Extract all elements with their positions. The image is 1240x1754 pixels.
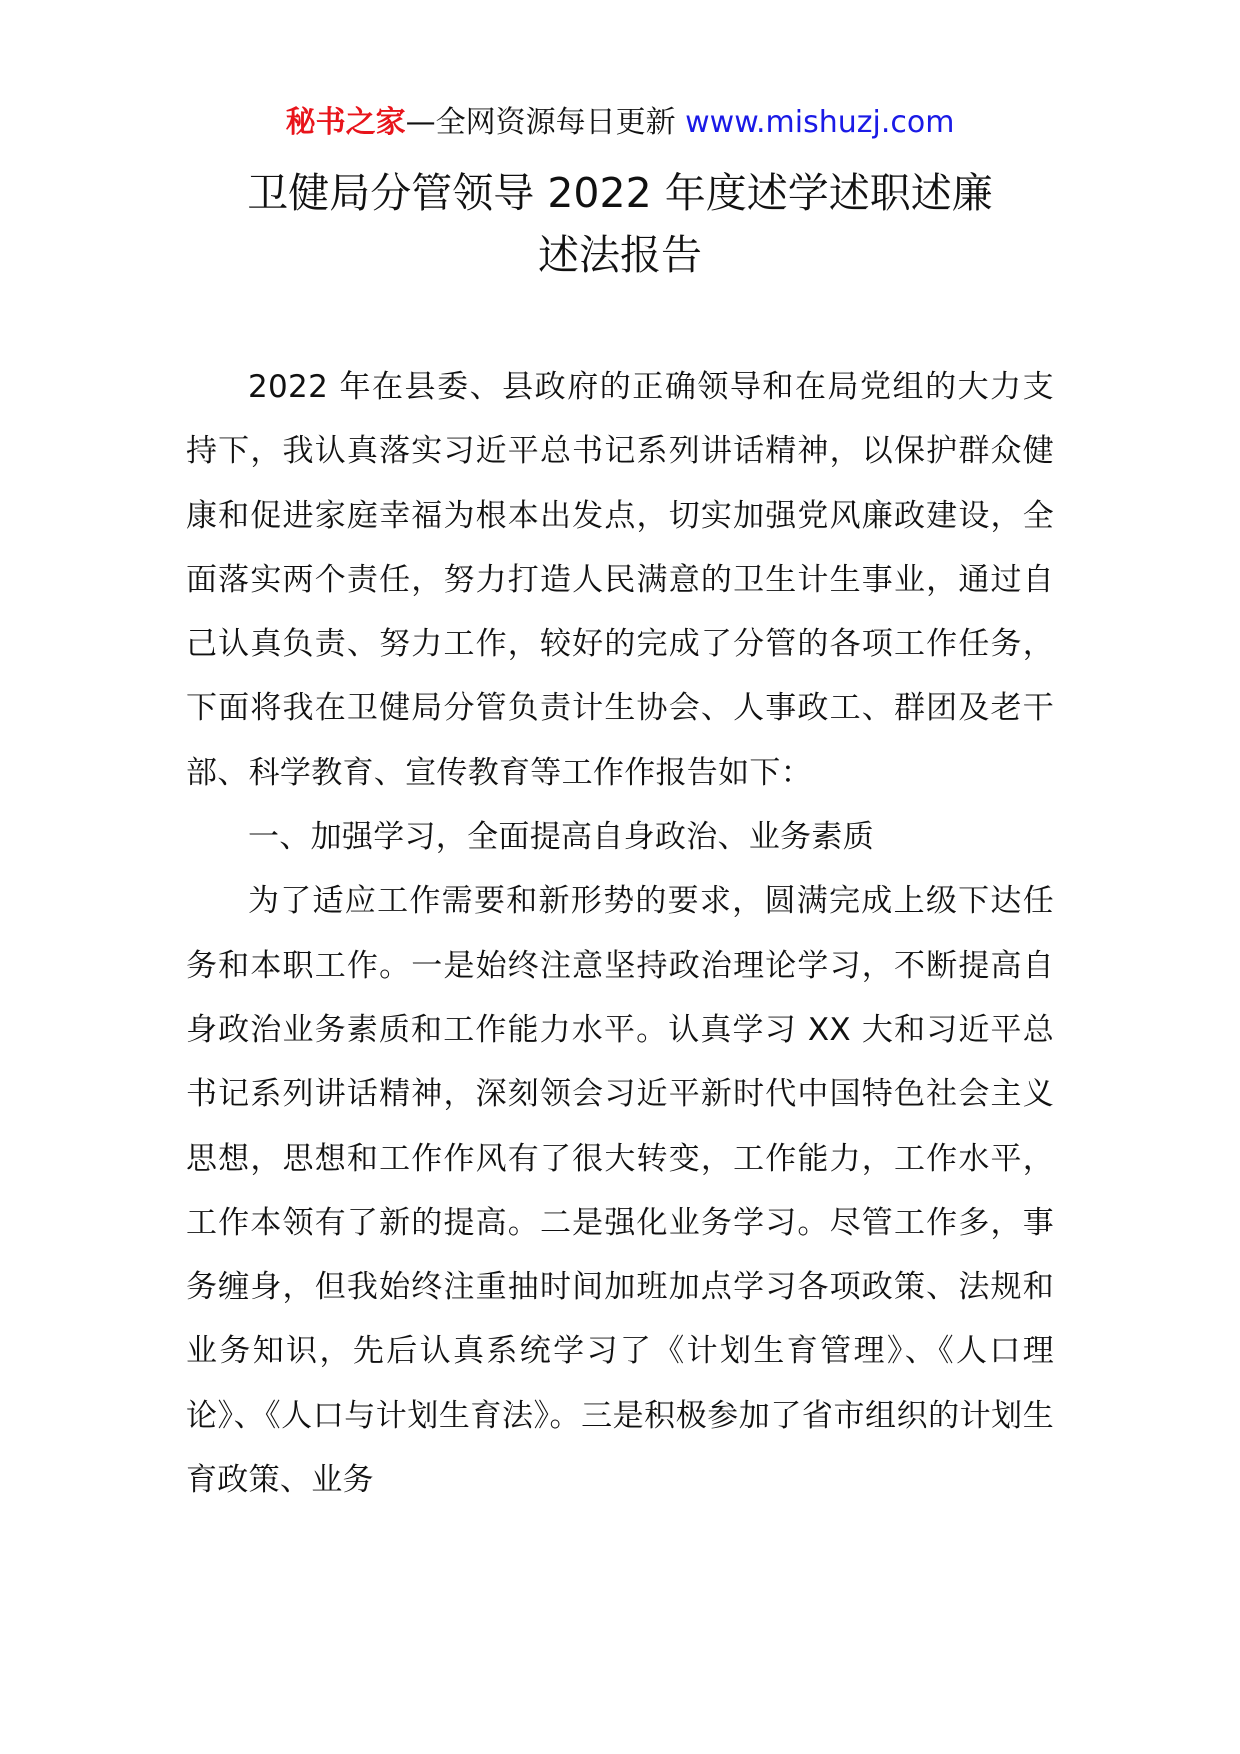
title-line-1: 卫健局分管领导 2022 年度述学述职述廉 [247,169,993,217]
section-heading-1: 一、加强学习，全面提高自身政治、业务素质 [248,819,874,856]
brand-name: 秘书之家 [285,105,406,140]
title-line-2: 述法报告 [538,231,702,279]
header-tagline: —全网资源每日更新 [405,105,676,140]
site-url-link[interactable]: www.mishuzj.com [685,105,955,140]
watermark-header [0,100,1240,146]
body-paragraph-2: 为了适应工作需要和新形势的要求，圆满完成上级下达任务和本职工作。一是始终注意坚持政治理论学习，不断提高自身政治业务素质和工作能力水平。认真学习 XX 大和习近平总书记系列讲话精神，深刻领会习近平新时代中国特色社会主义思想，思想和工作作风有了很大转变，工作能力，工作水平，工作本领有了新的提高。二是强化业务学习。尽管工作多，事务缠身，但我始终注重抽时间加班加点学习各项政策、法规和业务知识，先后认真系统学习了《计划生育管理》、《人口理论》、《人口与计划生育法》。三是积极参加了省市组织的计划生育政策、业务 [186,883,1054,1499]
document-title [180,162,1060,286]
document-body [186,355,1054,1512]
body-paragraph-1: 2022 年在县委、县政府的正确领导和在局党组的大力支持下，我认真落实习近平总书记系列讲话精神，以保护群众健康和促进家庭幸福为根本出发点，切实加强党风廉政建设，全面落实两个责任，努力打造人民满意的卫生计生事业，通过自己认真负责、努力工作，较好的完成了分管的各项工作任务，下面将我在卫健局分管负责计生协会、人事政工、群团及老干部、科学教育、宣传教育等工作作报告如下： [186,369,1054,791]
